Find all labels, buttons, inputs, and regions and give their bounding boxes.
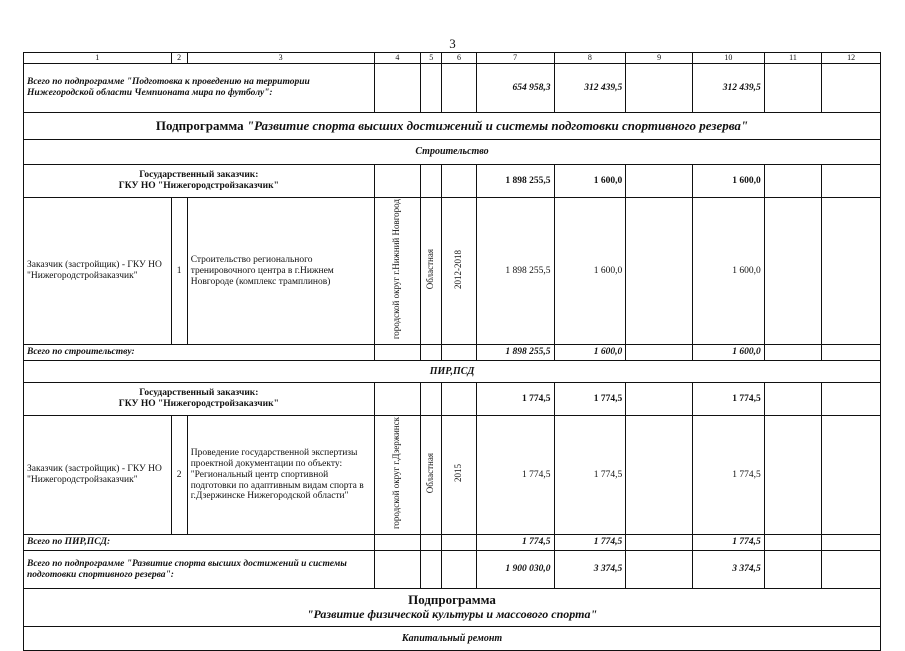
value-col8: 1 774,5 — [554, 535, 626, 551]
value-col8: 312 439,5 — [554, 64, 626, 113]
item-territory: городской округ г.Дзержинск — [391, 417, 402, 530]
value-col8: 1 774,5 — [554, 416, 626, 535]
item-customer: Заказчик (застройщик) - ГКУ НО "Нижегородстройзаказчик" — [24, 198, 172, 345]
value-col7: 1 774,5 — [476, 383, 554, 416]
col-header: 12 — [822, 53, 881, 64]
col-header: 3 — [187, 53, 374, 64]
section-title: ПИР,ПСД — [24, 361, 881, 383]
customer-row-pir — [24, 383, 881, 416]
value-col7: 1 898 255,5 — [476, 198, 554, 345]
value-col8: 1 600,0 — [554, 198, 626, 345]
value-col7: 1 774,5 — [476, 416, 554, 535]
col-header: 5 — [421, 53, 442, 64]
col-header: 4 — [374, 53, 420, 64]
item-row-2 — [24, 416, 881, 535]
subprogram-name: "Развитие физической культуры и массового спорта" — [306, 607, 598, 622]
value-col10: 1 600,0 — [692, 345, 764, 361]
customer-line2: ГКУ НО "Нижегородстройзаказчик" — [118, 181, 279, 191]
col-header: 9 — [626, 53, 693, 64]
subprogram-name: "Развитие спорта высших достижений и системы подготовки спортивного резерва" — [246, 117, 749, 133]
section-row-construction — [24, 140, 881, 165]
section-title: Строительство — [24, 140, 881, 165]
subprogram-prefix: Подпрограмма — [155, 117, 244, 133]
item-number: 1 — [171, 198, 187, 345]
value-col7: 1 900 030,0 — [476, 551, 554, 589]
value-col10: 1 774,5 — [692, 416, 764, 535]
value-col8: 1 600,0 — [554, 345, 626, 361]
item-period: 2015 — [453, 464, 464, 483]
section-row-capital — [24, 627, 881, 651]
item-period: 2012-2018 — [453, 249, 464, 289]
item-budget-level: Областная — [425, 452, 436, 494]
customer-label — [24, 383, 375, 416]
customer-label — [24, 165, 375, 198]
customer-row-construction — [24, 165, 881, 198]
value-col8: 3 374,5 — [554, 551, 626, 589]
total-label: Всего по ПИР,ПСД: — [24, 535, 375, 551]
section-title: Капитальный ремонт — [24, 627, 881, 651]
value-col10: 3 374,5 — [692, 551, 764, 589]
customer-line1: Государственный заказчик: — [139, 170, 259, 181]
value-col10: 1 774,5 — [692, 535, 764, 551]
budget-table — [23, 52, 881, 651]
subprogram-row-mass — [24, 589, 881, 627]
total-row-construction — [24, 345, 881, 361]
customer-line2: ГКУ НО "Нижегородстройзаказчик" — [118, 399, 279, 410]
total-label: Всего по подпрограмме "Подготовка к проведению на территории Нижегородской области Чемпионата мира по футболу": — [24, 64, 375, 113]
subprogram-title — [24, 113, 881, 140]
subprogram-row-elite — [24, 113, 881, 140]
page-number: 3 — [449, 36, 456, 51]
total-row-elite — [24, 551, 881, 589]
col-header: 2 — [171, 53, 187, 64]
item-territory: городской округ г.Нижний Новгород — [391, 199, 402, 340]
customer-line1: Государственный заказчик: — [139, 388, 259, 399]
subprogram-prefix: Подпрограмма — [408, 592, 496, 608]
item-row-1 — [24, 198, 881, 345]
item-number: 2 — [171, 416, 187, 535]
value-col10: 1 600,0 — [692, 198, 764, 345]
value-col8: 1 600,0 — [554, 165, 626, 198]
col-header: 6 — [442, 53, 476, 64]
item-name: Строительство регионального тренировочного центра в г.Нижнем Новгороде (комплекс трамплинов) — [187, 198, 374, 345]
value-col10: 1 774,5 — [692, 383, 764, 416]
col-header: 11 — [764, 53, 822, 64]
col-header: 1 — [24, 53, 172, 64]
value-col7: 1 898 255,5 — [476, 165, 554, 198]
total-label: Всего по подпрограмме "Развитие спорта высших достижений и системы подготовки спортивного резерва": — [24, 551, 375, 589]
item-customer: Заказчик (застройщик) - ГКУ НО "Нижегородстройзаказчик" — [24, 416, 172, 535]
column-number-header — [24, 53, 881, 64]
col-header: 7 — [476, 53, 554, 64]
total-row-pir — [24, 535, 881, 551]
value-col7: 1 774,5 — [476, 535, 554, 551]
total-label: Всего по строительству: — [24, 345, 375, 361]
item-name: Проведение государственной экспертизы проектной документации по объекту: "Региональный центр спортивной подготовки по адаптивным видам спорта в г.Дзержинске Нижегородской области" — [187, 416, 374, 535]
section-row-pir — [24, 361, 881, 383]
col-header: 8 — [554, 53, 626, 64]
total-row-world-cup — [24, 64, 881, 113]
value-col7: 1 898 255,5 — [476, 345, 554, 361]
subprogram-title — [24, 589, 881, 627]
value-col10: 312 439,5 — [692, 64, 764, 113]
item-budget-level: Областная — [425, 248, 436, 290]
col-header: 10 — [692, 53, 764, 64]
value-col8: 1 774,5 — [554, 383, 626, 416]
value-col7: 654 958,3 — [476, 64, 554, 113]
value-col10: 1 600,0 — [692, 165, 764, 198]
